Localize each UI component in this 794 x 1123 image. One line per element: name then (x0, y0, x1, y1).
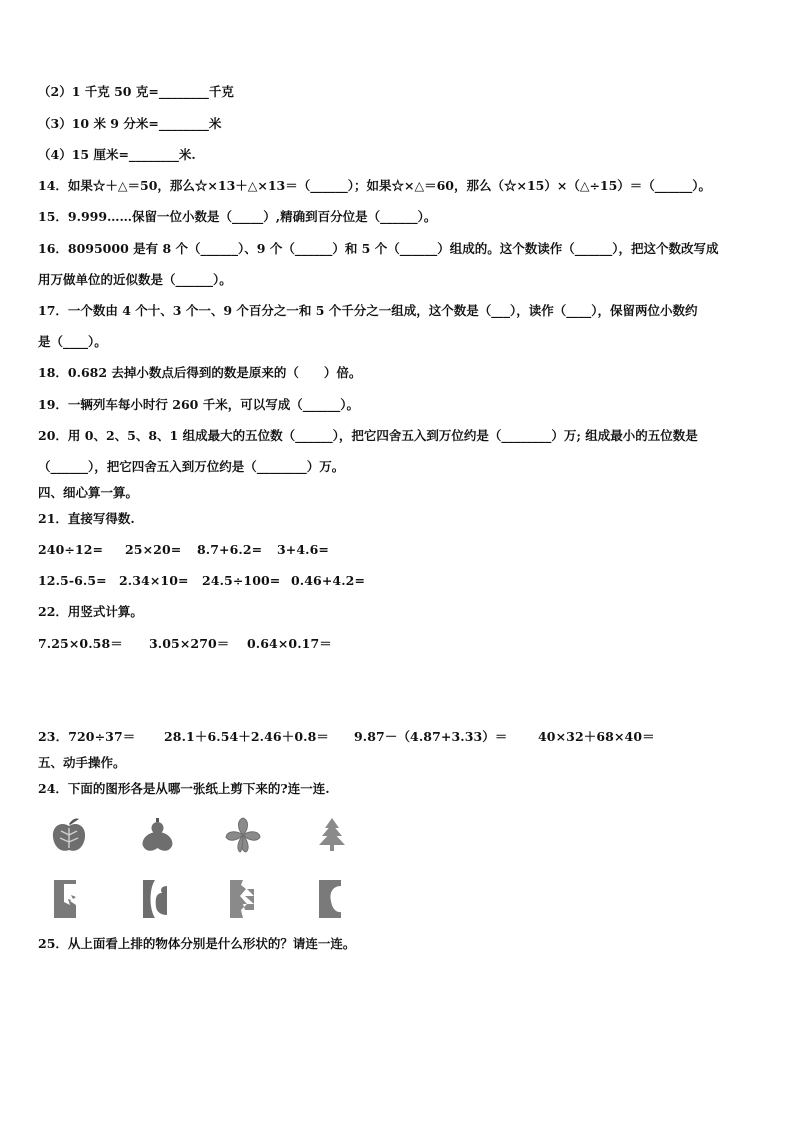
question-25: 25．从上面看上排的物体分别是什么形状的？请连一连。 (38, 936, 356, 951)
paper-cut-flower-icon[interactable] (50, 877, 90, 921)
question-16-line-1: 16．8095000 是有 8 个（______）、9 个（______）和 5 个（______）组成的。这个数读作（______），把这个数改写成 (38, 241, 719, 256)
q23-item: 28.1＋6.54＋2.46＋0.8＝ (164, 729, 329, 744)
q21-item: 12.5-6.5= (38, 573, 107, 588)
paper-cut-apple-icon[interactable] (314, 877, 354, 921)
question-21: 21．直接写得数. (38, 511, 135, 526)
unit-conversion-3: （3）10 米 9 分米=________米 (38, 116, 222, 131)
q21-item: 25×20= (125, 542, 182, 557)
question-15: 15．9.999……保留一位小数是（_____）,精确到百分位是（______）。 (38, 209, 437, 224)
q23-item: 23．720÷37＝ (38, 729, 136, 744)
question-22: 22．用竖式计算。 (38, 604, 143, 619)
q21-item: 2.34×10= (119, 573, 189, 588)
pine-tree-shape-icon[interactable] (312, 815, 352, 855)
q21-item: 24.5÷100= (202, 573, 281, 588)
q21-item: 0.46+4.2= (291, 573, 366, 588)
question-19: 19．一辆列车每小时行 260 千米，可以写成（______）。 (38, 397, 359, 412)
paper-cut-gourd-icon[interactable] (138, 877, 178, 921)
leaf-flower-shape-icon[interactable] (223, 815, 263, 855)
q23-item: 9.87－（4.87+3.33）＝ (354, 729, 508, 744)
paper-cut-tree-icon[interactable] (225, 877, 265, 921)
q21-item: 3+4.6= (277, 542, 329, 557)
paper-sheets-row (38, 877, 358, 927)
unit-conversion-2: （2）1 千克 50 克=________千克 (38, 84, 234, 99)
q21-row-2 (38, 573, 365, 589)
question-16-line-2: 用万做单位的近似数是（______）。 (38, 272, 232, 287)
apple-shape-icon[interactable] (49, 815, 89, 855)
q22-row (38, 636, 332, 652)
q23-item: 40×32＋68×40＝ (538, 729, 655, 744)
q21-item: 240÷12= (38, 542, 104, 557)
question-18: 18．0.682 去掉小数点后得到的数是原来的（ ）倍。 (38, 365, 362, 380)
question-20-line-2: （______），把它四舍五入到万位约是（________）万。 (38, 459, 345, 474)
question-14: 14．如果☆＋△＝50，那么☆×13＋△×13＝（______）；如果☆×△＝60，那么（☆×15）×（△÷15）＝（______）。 (38, 178, 712, 193)
q23-row (38, 729, 655, 745)
unit-conversion-4: （4）15 厘米=________米. (38, 147, 196, 162)
question-17-line-2: 是（____）。 (38, 334, 107, 349)
q22-item: 7.25×0.58＝ (38, 636, 123, 651)
gourd-shape-icon[interactable] (137, 815, 177, 855)
q21-item: 8.7+6.2= (197, 542, 263, 557)
question-17-line-1: 17．一个数由 4 个十、3 个一、9 个百分之一和 5 个千分之一组成，这个数是（___），读作（____），保留两位小数约 (38, 303, 698, 318)
q22-item: 0.64×0.17＝ (247, 636, 332, 651)
cut-shapes-row (38, 815, 358, 865)
section-5-heading: 五、动手操作。 (38, 755, 126, 770)
section-4-heading: 四、细心算一算。 (38, 485, 139, 500)
question-24: 24．下面的图形各是从哪一张纸上剪下来的?连一连. (38, 781, 330, 796)
question-20-line-1: 20．用 0、2、5、8、1 组成最大的五位数（______），把它四舍五入到万位约是（________）万; 组成最小的五位数是 (38, 428, 698, 443)
q21-row-1 (38, 542, 329, 558)
q22-item: 3.05×270＝ (149, 636, 230, 651)
